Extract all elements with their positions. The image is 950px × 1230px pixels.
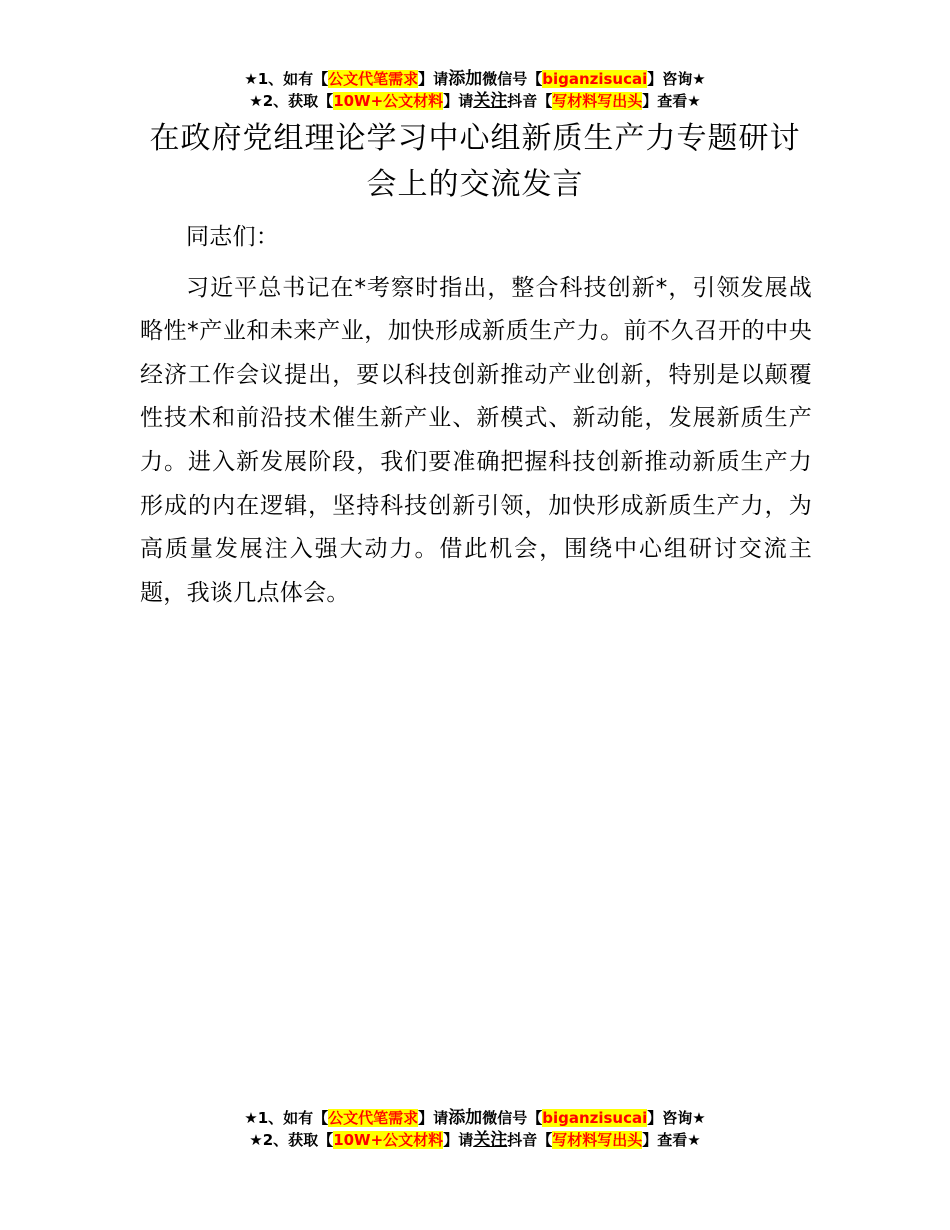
banner-line-2 — [0, 90, 950, 112]
banner-text: 】请 — [443, 92, 474, 110]
footer-banner — [0, 1107, 950, 1151]
document-body — [140, 216, 812, 615]
star-icon: ★ — [692, 1109, 706, 1127]
banner-text: 2、获取【 — [262, 1131, 334, 1149]
greeting: 同志们： — [186, 224, 280, 250]
banner-highlight: 公文代笔需求 — [328, 1109, 419, 1127]
body-paragraph: 习近平总书记在*考察时指出，整合科技创新*，引领发展战略性*产业和未来产业，加快形成新质生产力。前不久召开的中央经济工作会议提出，要以科技创新推动产业创新，特别是以颠覆性技术和前沿技术催生新产业、新模式、新动能，发展新质生产力。进入新发展阶段，我们要准确把握科技创新推动新质生产力形成的内在逻辑，坚持科技创新引领，加快形成新质生产力，为高质量发展注入强大动力。借此机会，围绕中心组研讨交流主题，我谈几点体会。 — [140, 274, 812, 606]
banner-emphasis: 关注 — [473, 1130, 508, 1150]
douyin-id-highlight: 写材料写出头 — [552, 92, 643, 110]
banner-text: 1、如有【 — [257, 1109, 329, 1127]
banner-highlight: 公文代笔需求 — [328, 70, 419, 88]
star-icon: ★ — [249, 92, 263, 110]
banner-line-1 — [0, 68, 950, 90]
banner-text: 微信号【 — [482, 70, 543, 88]
star-icon: ★ — [244, 1109, 258, 1127]
star-icon: ★ — [249, 1131, 263, 1149]
banner-text: 微信号【 — [482, 1109, 543, 1127]
banner-text: 】请 — [443, 1131, 474, 1149]
banner-text: 2、获取【 — [262, 92, 334, 110]
star-icon: ★ — [244, 70, 258, 88]
document-title: 在政府党组理论学习中心组新质生产力专题研讨会上的交流发言 — [149, 121, 801, 202]
star-icon: ★ — [692, 70, 706, 88]
douyin-id-highlight: 写材料写出头 — [552, 1131, 643, 1149]
banner-text: 】查看 — [642, 92, 688, 110]
banner-emphasis: 添加 — [448, 69, 483, 89]
wechat-id-highlight: biganzisucai — [542, 1109, 648, 1127]
banner-text: 】查看 — [642, 1131, 688, 1149]
banner-highlight: 10W+公文材料 — [333, 1131, 444, 1149]
banner-line-2 — [0, 1129, 950, 1151]
banner-text: 】咨询 — [647, 1109, 693, 1127]
banner-line-1 — [0, 1107, 950, 1129]
header-banner — [0, 68, 950, 112]
banner-text: 抖音【 — [507, 92, 553, 110]
banner-text: 】请 — [418, 70, 449, 88]
banner-text: 抖音【 — [507, 1131, 553, 1149]
wechat-id-highlight: biganzisucai — [542, 70, 648, 88]
star-icon: ★ — [687, 92, 701, 110]
banner-text: 】请 — [418, 1109, 449, 1127]
banner-emphasis: 添加 — [448, 1108, 483, 1128]
banner-highlight: 10W+公文材料 — [333, 92, 444, 110]
banner-text: 1、如有【 — [257, 70, 329, 88]
banner-text: 】咨询 — [647, 70, 693, 88]
star-icon: ★ — [687, 1131, 701, 1149]
banner-emphasis: 关注 — [473, 91, 508, 111]
